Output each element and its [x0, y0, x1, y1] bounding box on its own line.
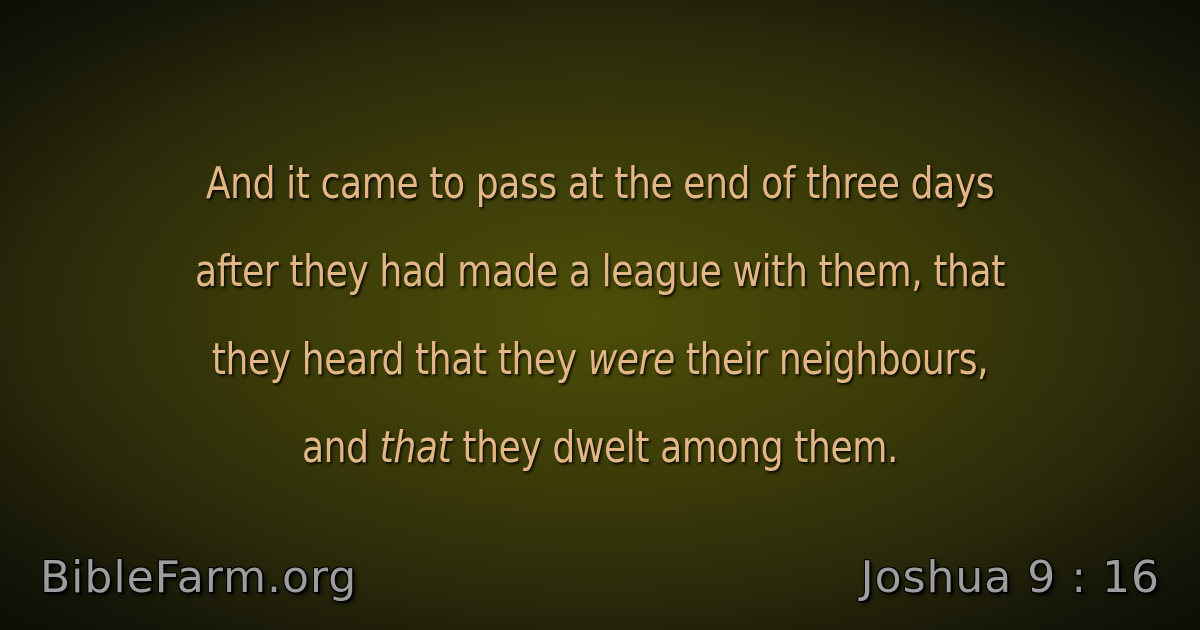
- verse-line-4: [141, 404, 1059, 492]
- verse-line-4-start: and: [301, 422, 380, 473]
- verse-line-3-start: they heard that they: [211, 334, 588, 385]
- italic-word-were: were: [587, 334, 675, 385]
- verse-reference: Joshua 9 : 16: [860, 552, 1160, 603]
- verse-line-3-end: their neighbours,: [674, 334, 989, 385]
- verse-line-2: after they had made a league with them, that: [195, 246, 1005, 297]
- verse-text: [40, 140, 1160, 492]
- verse-line-3: [141, 316, 1059, 404]
- verse-line-1: And it came to pass at the end of three days: [205, 158, 995, 209]
- verse-line-4-end: they dwelt among them.: [451, 422, 899, 473]
- site-watermark: BibleFarm.org: [40, 552, 358, 603]
- italic-word-that: that: [379, 422, 452, 473]
